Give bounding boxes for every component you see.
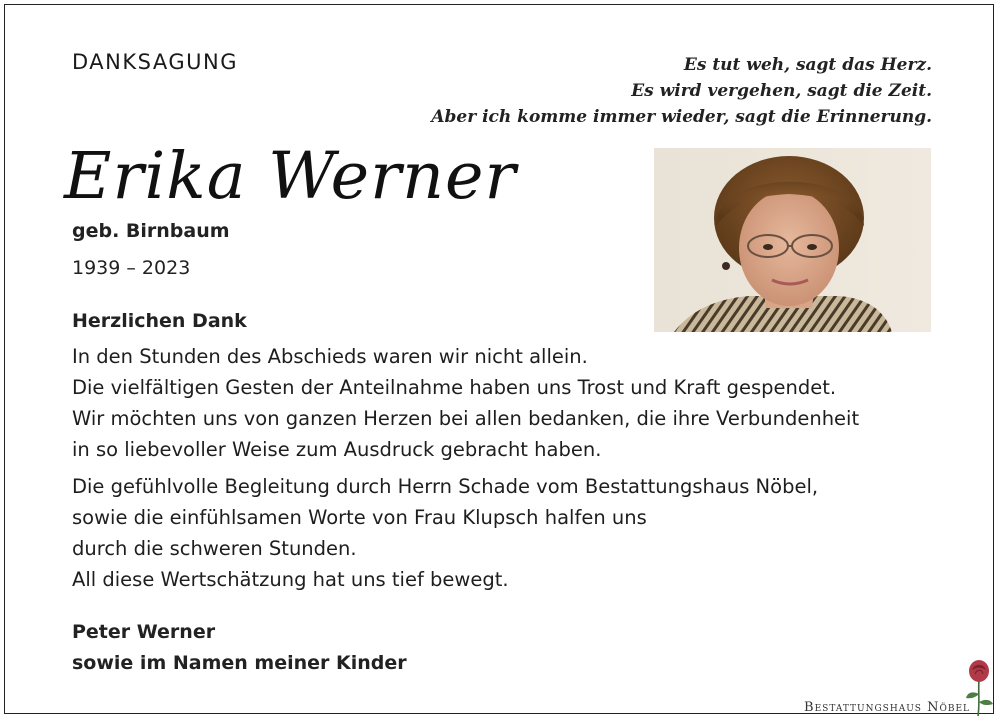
notice-heading: DANKSAGUNG bbox=[72, 50, 238, 74]
paragraph-line: Die gefühlvolle Begleitung durch Herrn Schade vom Bestattungshaus Nöbel, bbox=[72, 475, 819, 498]
portrait-illustration bbox=[654, 148, 931, 332]
paragraph-line: Wir möchten uns von ganzen Herzen bei allen bedanken, die ihre Verbundenheit bbox=[72, 407, 860, 430]
maiden-name: geb. Birnbaum bbox=[72, 220, 230, 242]
life-years: 1939 – 2023 bbox=[72, 257, 191, 279]
paragraph-line: in so liebevoller Weise zum Ausdruck gebracht haben. bbox=[72, 438, 602, 461]
quote-line: Aber ich komme immer wieder, sagt die Erinnerung. bbox=[431, 107, 932, 127]
quote-block bbox=[431, 52, 932, 130]
signature-block bbox=[72, 617, 407, 679]
paragraph-line: All diese Wertschätzung hat uns tief bewegt. bbox=[72, 568, 509, 591]
paragraph-line: durch die schweren Stunden. bbox=[72, 537, 357, 560]
funeral-home-brand: Bestattungshaus Nöbel bbox=[804, 700, 970, 715]
thanks-title: Herzlichen Dank bbox=[72, 310, 247, 332]
portrait-photo bbox=[654, 148, 931, 332]
deceased-name: Erika Werner bbox=[64, 139, 517, 214]
thanks-paragraph bbox=[72, 341, 859, 465]
thanks-paragraph bbox=[72, 471, 818, 595]
paragraph-line: In den Stunden des Abschieds waren wir nicht allein. bbox=[72, 345, 588, 368]
rose-icon bbox=[962, 658, 996, 716]
paragraph-line: sowie die einfühlsamen Worte von Frau Klupsch halfen uns bbox=[72, 506, 647, 529]
signature-line: sowie im Namen meiner Kinder bbox=[72, 652, 407, 674]
quote-line: Es wird vergehen, sagt die Zeit. bbox=[631, 81, 932, 101]
quote-line: Es tut weh, sagt das Herz. bbox=[683, 55, 932, 75]
signature-line: Peter Werner bbox=[72, 621, 216, 643]
paragraph-line: Die vielfältigen Gesten der Anteilnahme haben uns Trost und Kraft gespendet. bbox=[72, 376, 837, 399]
bottom-rule bbox=[4, 713, 628, 714]
